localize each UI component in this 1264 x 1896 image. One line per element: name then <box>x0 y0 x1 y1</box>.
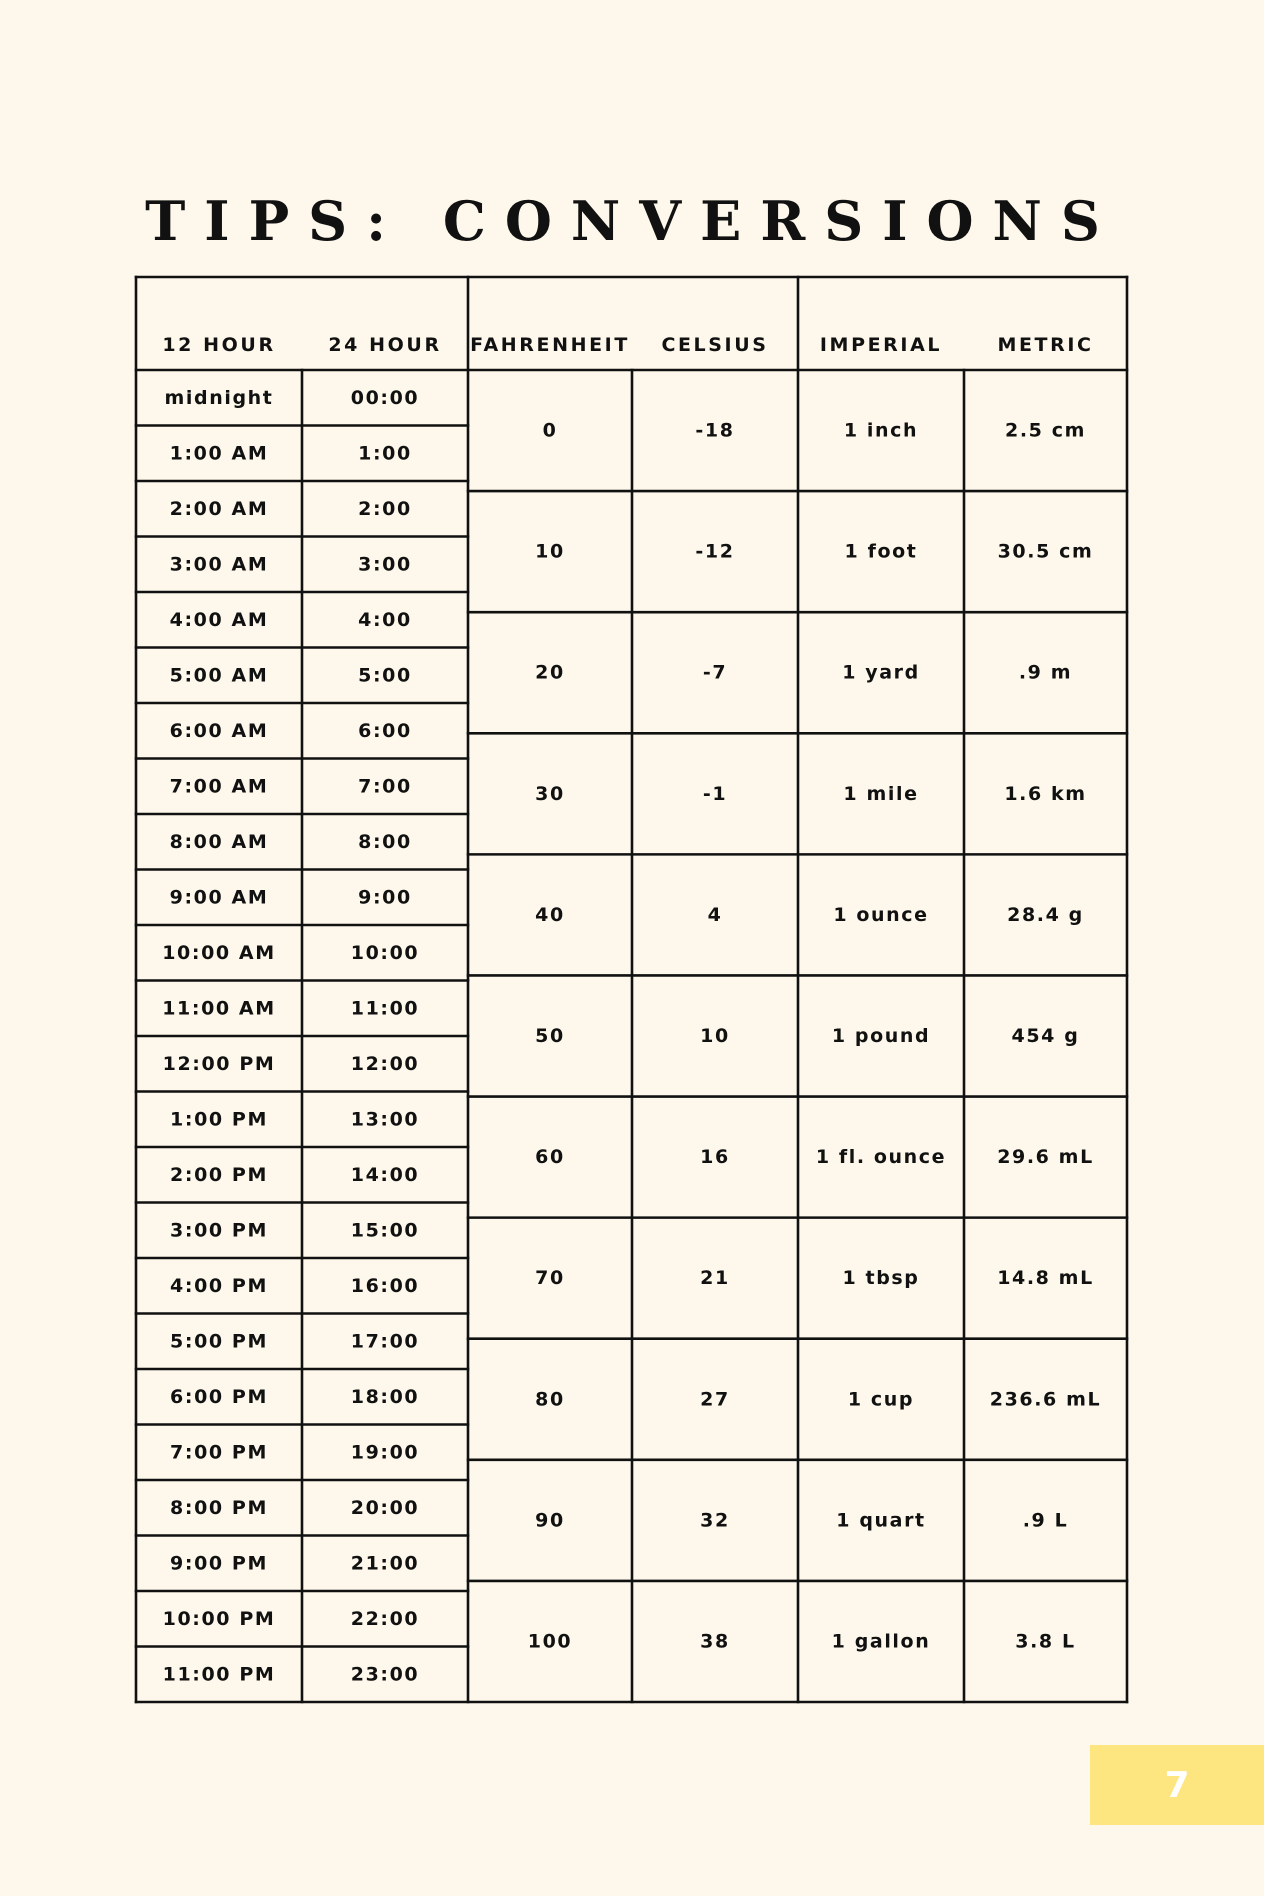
time-24-hour-cell: 7:00 <box>358 775 412 798</box>
time-24-hour-cell: 8:00 <box>358 830 412 853</box>
time-24-hour-cell: 4:00 <box>358 608 412 631</box>
measure-column-header: IMPERIAL <box>819 334 943 356</box>
metric-cell: 1.6 km <box>1004 782 1087 805</box>
imperial-cell: 1 gallon <box>831 1630 931 1653</box>
temperature-column-header: CELSIUS <box>661 334 769 356</box>
fahrenheit-cell: 100 <box>527 1630 573 1653</box>
time-24-hour-cell: 3:00 <box>358 553 412 576</box>
fahrenheit-cell: 90 <box>535 1509 565 1532</box>
celsius-cell: 38 <box>700 1630 730 1653</box>
time-12-hour-cell: 2:00 AM <box>169 497 269 520</box>
time-24-hour-cell: 22:00 <box>350 1607 420 1630</box>
time-24-hour-cell: 17:00 <box>350 1330 420 1353</box>
fahrenheit-cell: 60 <box>535 1146 565 1169</box>
imperial-cell: 1 quart <box>836 1509 926 1532</box>
fahrenheit-cell: 0 <box>542 419 558 442</box>
time-24-hour-cell: 21:00 <box>350 1552 420 1575</box>
time-24-hour-cell: 14:00 <box>350 1163 420 1186</box>
page-number-badge <box>1090 1745 1264 1825</box>
time-column-header: 24 HOUR <box>328 334 442 356</box>
time-24-hour-cell: 15:00 <box>350 1219 420 1242</box>
imperial-cell: 1 inch <box>843 419 919 442</box>
celsius-cell: -7 <box>702 661 728 684</box>
metric-cell: .9 L <box>1022 1509 1069 1532</box>
time-12-hour-cell: 12:00 PM <box>162 1052 276 1075</box>
metric-cell: 29.6 mL <box>997 1146 1094 1169</box>
celsius-cell: 4 <box>707 903 723 926</box>
page-title: TIPS: CONVERSIONS <box>145 189 1119 253</box>
imperial-cell: 1 mile <box>843 782 919 805</box>
time-12-hour-cell: 3:00 PM <box>170 1219 268 1242</box>
celsius-cell: 21 <box>700 1267 730 1290</box>
time-24-hour-cell: 12:00 <box>350 1052 420 1075</box>
fahrenheit-cell: 70 <box>535 1267 565 1290</box>
time-12-hour-cell: 5:00 AM <box>169 664 269 687</box>
imperial-cell: 1 foot <box>844 540 918 563</box>
fahrenheit-cell: 80 <box>535 1388 565 1411</box>
time-12-hour-cell: 11:00 AM <box>162 997 276 1020</box>
time-12-hour-cell: 10:00 PM <box>162 1607 276 1630</box>
time-12-hour-cell: 8:00 PM <box>170 1496 268 1519</box>
fahrenheit-cell: 30 <box>535 782 565 805</box>
time-12-hour-cell: 8:00 AM <box>169 830 269 853</box>
time-12-hour-cell: 11:00 PM <box>162 1663 276 1686</box>
time-12-hour-cell: 3:00 AM <box>169 553 269 576</box>
temperature-column-header: FAHRENHEIT <box>470 334 630 356</box>
time-12-hour-cell: 10:00 AM <box>162 941 276 964</box>
imperial-cell: 1 yard <box>842 661 920 684</box>
time-12-hour-cell: 4:00 AM <box>169 608 269 631</box>
imperial-cell: 1 pound <box>831 1025 931 1047</box>
metric-cell: 2.5 cm <box>1005 419 1086 442</box>
celsius-cell: 32 <box>700 1509 730 1532</box>
time-12-hour-cell: 6:00 PM <box>170 1385 268 1408</box>
metric-cell: 236.6 mL <box>989 1388 1102 1411</box>
time-column-header: 12 HOUR <box>162 334 276 356</box>
celsius-cell: -12 <box>695 540 735 563</box>
time-24-hour-cell: 2:00 <box>358 497 412 520</box>
celsius-cell: 10 <box>700 1025 730 1047</box>
time-24-hour-cell: 16:00 <box>350 1274 420 1297</box>
page-number: 7 <box>1164 1764 1190 1806</box>
metric-cell: 30.5 cm <box>997 540 1094 563</box>
imperial-cell: 1 tbsp <box>842 1267 920 1290</box>
time-12-hour-cell: 2:00 PM <box>170 1163 268 1186</box>
fahrenheit-cell: 10 <box>535 540 565 563</box>
time-12-hour-cell: 9:00 PM <box>170 1552 268 1575</box>
time-12-hour-cell: midnight <box>164 386 274 409</box>
time-24-hour-cell: 00:00 <box>350 386 420 409</box>
time-24-hour-cell: 5:00 <box>358 664 412 687</box>
metric-cell: .9 m <box>1018 661 1073 684</box>
time-12-hour-cell: 6:00 AM <box>169 719 269 742</box>
time-24-hour-cell: 6:00 <box>358 719 412 742</box>
metric-cell: 454 g <box>1011 1025 1080 1047</box>
fahrenheit-cell: 40 <box>535 903 565 926</box>
celsius-cell: -1 <box>702 782 728 805</box>
time-12-hour-cell: 4:00 PM <box>170 1274 268 1297</box>
fahrenheit-cell: 20 <box>535 661 565 684</box>
time-12-hour-cell: 1:00 AM <box>169 442 269 465</box>
metric-cell: 14.8 mL <box>997 1267 1094 1290</box>
time-12-hour-cell: 9:00 AM <box>169 886 269 909</box>
metric-cell: 3.8 L <box>1015 1630 1076 1653</box>
metric-cell: 28.4 g <box>1007 903 1084 926</box>
time-24-hour-cell: 10:00 <box>350 941 420 964</box>
time-24-hour-cell: 11:00 <box>350 997 420 1020</box>
time-24-hour-cell: 1:00 <box>358 442 412 465</box>
celsius-cell: -18 <box>695 419 735 442</box>
time-24-hour-cell: 20:00 <box>350 1496 420 1519</box>
time-12-hour-cell: 1:00 PM <box>170 1108 268 1131</box>
time-12-hour-cell: 7:00 AM <box>169 775 269 798</box>
time-12-hour-cell: 5:00 PM <box>170 1330 268 1353</box>
imperial-cell: 1 fl. ounce <box>815 1146 947 1169</box>
time-12-hour-cell: 7:00 PM <box>170 1441 268 1464</box>
measure-column-header: METRIC <box>997 334 1094 356</box>
time-24-hour-cell: 19:00 <box>350 1441 420 1464</box>
time-24-hour-cell: 23:00 <box>350 1663 420 1686</box>
time-24-hour-cell: 18:00 <box>350 1385 420 1408</box>
imperial-cell: 1 ounce <box>833 903 929 926</box>
celsius-cell: 27 <box>700 1388 730 1411</box>
time-24-hour-cell: 13:00 <box>350 1108 420 1131</box>
time-24-hour-cell: 9:00 <box>358 886 412 909</box>
imperial-cell: 1 cup <box>847 1388 915 1411</box>
fahrenheit-cell: 50 <box>535 1025 565 1047</box>
celsius-cell: 16 <box>700 1146 730 1169</box>
